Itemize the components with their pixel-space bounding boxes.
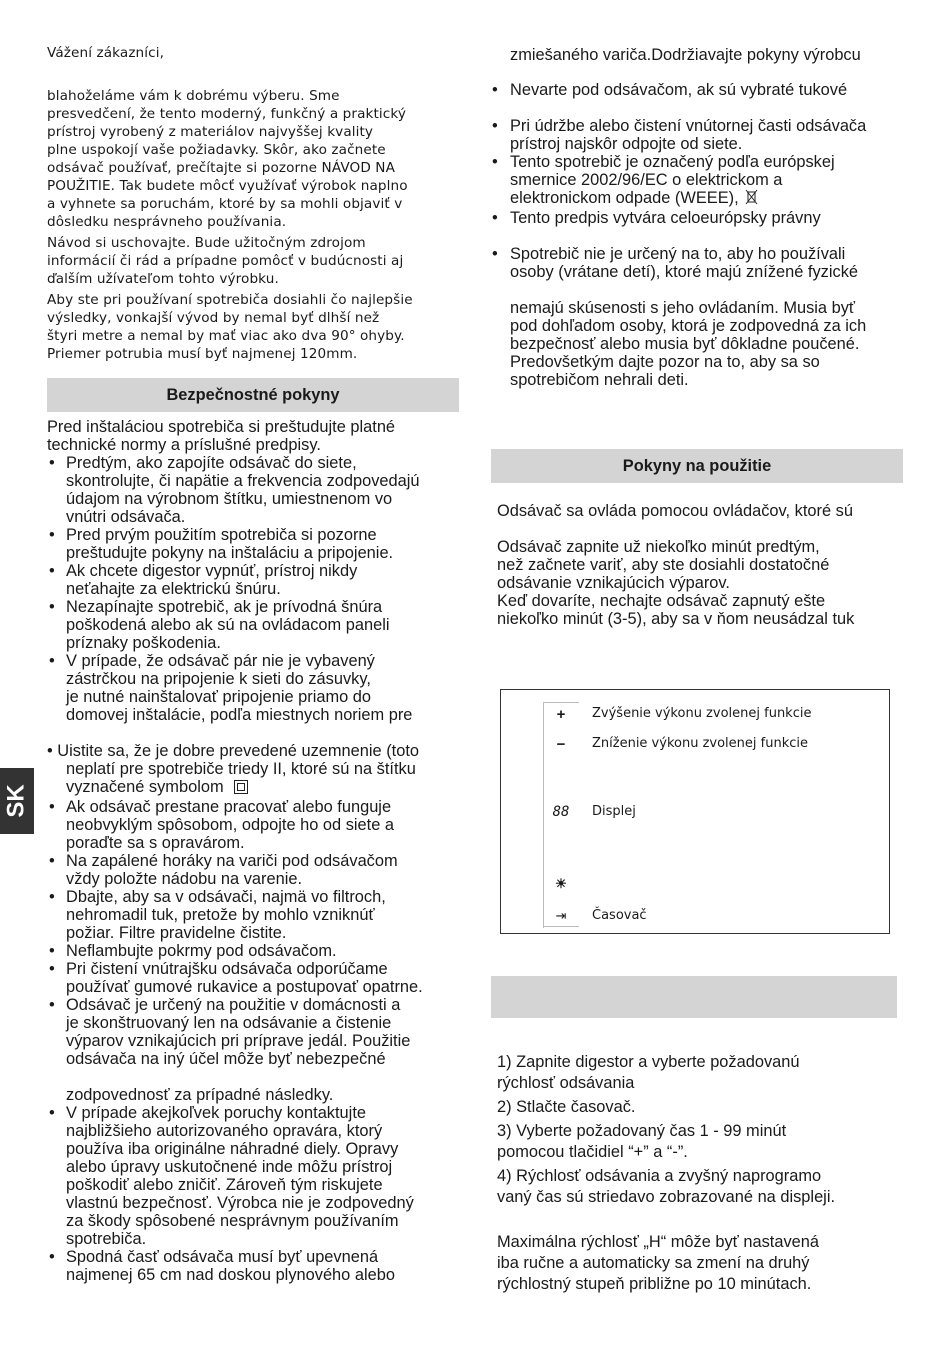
text-line: • Pri čistení vnútrajšku odsávača odporúčame	[66, 960, 388, 978]
text-line: Maximálna rýchlosť „H“ môže byť nastavená	[497, 1233, 820, 1251]
list-item	[490, 81, 902, 99]
timer-step	[497, 1052, 888, 1094]
text-line: vaný čas sú striedavo zobrazované na displeji.	[497, 1188, 836, 1206]
language-tab	[0, 768, 34, 834]
text-line: 3) Vyberte požadovaný čas 1 - 99 minút	[497, 1122, 787, 1140]
text-line: vždy položte nádobu na varenie.	[66, 870, 303, 888]
text-line: prístroj vyrobený z materiálov najvyššej kvality	[47, 124, 374, 140]
text-line: alebo úpravy uskutočnené inde môžu prístroj	[66, 1158, 393, 1176]
text-line: je skonštruovaný len na odsávanie a čistenie	[66, 1014, 392, 1032]
text-line: • Spodná časť odsávača musí byť upevnená	[66, 1248, 379, 1266]
text-line: plne uspokojí vaše požiadavky. Skôr, ako začnete	[47, 142, 386, 158]
text-line: prístroj najskôr odpojte od siete.	[510, 135, 743, 153]
text-line: • V prípade, že odsávač pár nie je vybavený	[66, 652, 375, 670]
text-line: Keď dovaríte, nechajte odsávač zapnutý ešte	[497, 592, 826, 610]
text-line: Odsávač zapnite už niekoľko minút predtým,	[497, 538, 820, 556]
timer-step	[497, 1121, 888, 1163]
text-line: • Dbajte, aby sa v odsávači, najmä vo filtroch,	[66, 888, 386, 906]
text-line: Uistite sa, že je dobre prevedené uzemnenie (toto	[57, 742, 420, 760]
text-line: používa iba originálne náhradné diely. Opravy	[66, 1140, 399, 1158]
panel-tick	[543, 926, 579, 927]
text-line: výsledky, vonkajší vývod by nemal byť dlhší než	[47, 310, 380, 326]
text-line: údajom na výrobnom štítku, umiestnenom vo	[66, 490, 393, 508]
text-line: vyznačené symbolom	[66, 778, 224, 796]
text-line: poškodiť alebo zničiť. Zároveň tým riskujete	[66, 1176, 383, 1194]
text-line: • Spotrebič nie je určený na to, aby ho používali	[510, 245, 846, 263]
text-line: 4) Rýchlosť odsávania a zvyšný naprogramo	[497, 1167, 822, 1185]
usage-section	[497, 502, 902, 628]
text-line: • V prípade akejkoľvek poruchy kontaktujte	[66, 1104, 366, 1122]
text-line: nemajú skúsenosti s jeho ovládaním. Musia byť	[510, 299, 856, 317]
text-line: neťahajte za elektrickú šnúru.	[66, 580, 281, 598]
text-line: pomocou tlačidiel “+” a “-”.	[497, 1143, 688, 1161]
text-line: technické normy a príslušné predpisy.	[47, 436, 321, 454]
list-item	[490, 245, 902, 281]
text-line: príznaky poškodenia.	[66, 634, 221, 652]
text-line: a vyhnete sa poruchám, ktoré by sa mohli objaviť v	[47, 196, 403, 212]
intro-paragraph-1	[47, 87, 459, 231]
text-line: smernice 2002/96/EC o elektrickom a	[510, 171, 783, 189]
list-item	[47, 996, 459, 1068]
timer-section	[497, 1052, 888, 1295]
text-line: poškodená alebo ak sú na ovládacom paneli	[66, 616, 390, 634]
max-speed-note	[497, 1232, 888, 1295]
text-line: je nutné nainštalovať pripojenie priamo do	[66, 688, 372, 706]
text-line: blahoželáme vám k dobrému výberu. Sme	[47, 88, 340, 104]
text-line: • Na zapálené horáky na variči pod odsávačom	[66, 852, 398, 870]
list-item	[47, 960, 459, 996]
text-line: Pred inštaláciou spotrebiča si preštudujte platné	[47, 418, 396, 436]
text-line: • Nezapínajte spotrebič, ak je prívodná šnúra	[66, 598, 383, 616]
text-line: domovej inštalácie, podľa miestnych noriem pre	[66, 706, 413, 724]
text-line: • Tento predpis vytvára celoeurópsky právny	[510, 209, 821, 227]
text-line: štyri metre a nemal by mať viac ako dva 90° ohyby.	[47, 328, 405, 344]
text-line: než začnete variť, aby ste dosiahli dostatočné	[497, 556, 830, 574]
text-line: zodpovednosť za prípadné následky.	[66, 1086, 334, 1104]
list-item	[47, 942, 459, 960]
text-line: bezpečnosť alebo musia byť dôkladne poučené.	[510, 335, 860, 353]
list-item	[47, 526, 459, 562]
supervision-paragraph	[490, 299, 902, 389]
text-line: niekoľko minút (3-5), aby sa v ňom neusádzal tuk	[497, 610, 855, 628]
safety-heading: Bezpečnostné pokyny	[47, 378, 459, 412]
text-line: osoby (vrátane detí), ktoré majú znížené fyzické	[510, 263, 859, 281]
text-line: • Pred prvým použitím spotrebiča si pozorne	[66, 526, 377, 544]
list-item	[47, 598, 459, 652]
text-line: neplatí pre spotrebiče triedy II, ktoré sú na štítku	[66, 760, 416, 778]
plus-icon: +	[556, 706, 566, 723]
text-line: 2) Stlačte časovač.	[497, 1098, 636, 1116]
language-tab-label: SK	[3, 784, 30, 818]
display-icon: 88	[552, 804, 570, 820]
panel-label: Zníženie výkonu zvolenej funkcie	[592, 736, 808, 751]
text-line: Aby ste pri používaní spotrebiča dosiahli čo najlepšie	[47, 292, 413, 308]
usage-heading: Pokyny na použitie	[491, 449, 903, 483]
list-item	[490, 209, 902, 227]
text-line: spotrebiča.	[66, 1230, 147, 1248]
text-line: ďalším užívateľom tohto výrobku.	[47, 271, 279, 287]
text-line: • Odsávač je určený na použitie v domácnosti a	[66, 996, 401, 1014]
text-line: • Predtým, ako zapojíte odsávač do siete,	[66, 454, 357, 472]
text-line: odsávanie vznikajúcich výparov.	[497, 574, 730, 592]
timer-icon: ⇥	[555, 908, 567, 923]
text-line: POUŽITIE. Tak budete môcť využívať výrobok naplno	[47, 178, 408, 194]
timer-heading	[491, 976, 897, 1018]
panel-label: Zvýšenie výkonu zvolenej funkcie	[592, 706, 812, 721]
text-line: elektronickom odpade (WEEE),	[510, 189, 739, 207]
text-line: používať gumové rukavice a postupovať opatrne.	[66, 978, 423, 996]
text-line: Priemer potrubia musí byť najmenej 120mm.	[47, 346, 358, 362]
text-line: • Pri údržbe alebo čistení vnútornej časti odsávača	[510, 117, 867, 135]
text-line: zmiešaného variča.Dodržiavajte pokyny výrobcu	[510, 46, 861, 64]
list-item	[47, 1248, 459, 1284]
minus-icon: −	[556, 736, 566, 753]
panel-label: Displej	[592, 804, 636, 819]
list-item	[47, 1104, 459, 1248]
list-item	[47, 798, 459, 852]
list-item	[490, 153, 902, 209]
panel-tick	[543, 702, 579, 703]
text-line: iba ručne a automaticky sa zmení na druhý	[497, 1254, 810, 1272]
text-line: Odsávač sa ovláda pomocou ovládačov, ktoré sú	[497, 502, 853, 520]
text-line: Návod si uschovajte. Bude užitočným zdrojom	[47, 235, 366, 251]
text-line: odsávač používať, prečítajte si pozorne NÁVOD NA	[47, 160, 395, 176]
text-line: výparov vznikajúcich pri príprave jedál. Použitie	[66, 1032, 411, 1050]
text-line: 1) Zapnite digestor a vyberte požadovanú	[497, 1053, 800, 1071]
text-line: najbližšieho autorizovaného opravára, ktorý	[66, 1122, 383, 1140]
text-line: • Tento spotrebič je označený podľa európskej	[510, 153, 835, 171]
text-line: • Neflambujte pokrmy pod odsávačom.	[66, 942, 337, 960]
text-line: dôsledku nesprávneho používania.	[47, 214, 287, 230]
timer-step	[497, 1097, 888, 1118]
text-line: preštudujte pokyny na inštaláciu a pripojenie.	[66, 544, 394, 562]
list-item	[47, 852, 459, 888]
text-line: požiar. Filtre pravidelne čistite.	[66, 924, 287, 942]
light-icon: ☀	[555, 876, 567, 891]
text-line: vnútri odsávača.	[66, 508, 186, 526]
text-line: nehromadil tuk, pretože by mohlo vzniknúť	[66, 906, 375, 924]
text-line: • Nevarte pod odsávačom, ak sú vybraté tukové	[510, 81, 848, 99]
text-line: odsávača na iný účel môže byť nebezpečné	[66, 1050, 386, 1068]
intro-section	[47, 44, 459, 363]
text-line: rýchlostný stupeň približne po 10 minútach.	[497, 1275, 812, 1293]
text-line: • Ak chcete digestor vypnúť, prístroj nikdy	[66, 562, 358, 580]
list-item-grounding	[47, 742, 459, 798]
list-item	[47, 652, 459, 724]
class-ii-symbol-icon	[234, 780, 248, 798]
greeting: Vážení zákazníci,	[47, 45, 165, 61]
text-line: najmenej 65 cm nad doskou plynového alebo	[66, 1266, 395, 1284]
text-line: za škody spôsobené nesprávnym používaním	[66, 1212, 399, 1230]
list-item	[47, 562, 459, 598]
intro-paragraph-2	[47, 234, 459, 288]
intro-paragraph-3	[47, 291, 459, 363]
crossed-bin-icon	[745, 189, 758, 209]
list-item	[47, 454, 459, 526]
right-safety-continuation	[490, 46, 902, 389]
control-panel-legend	[500, 689, 890, 934]
text-line: poraďte sa s opravárom.	[66, 834, 245, 852]
panel-label: Časovač	[592, 908, 647, 923]
bullet: •	[47, 742, 58, 760]
text-line: spotrebičom nehrali deti.	[510, 371, 689, 389]
text-line: skontrolujte, či napätie a frekvencia zodpovedajú	[66, 472, 420, 490]
text-line: pod dohľadom osoby, ktorá je zodpovedná za ich	[510, 317, 867, 335]
text-line: • Ak odsávač prestane pracovať alebo funguje	[66, 798, 392, 816]
text-line: Predovšetkým dajte pozor na to, aby sa so	[510, 353, 820, 371]
list-item	[490, 117, 902, 153]
safety-section	[47, 418, 459, 1284]
text-line: presvedčení, že tento moderný, funkčný a praktický	[47, 106, 407, 122]
timer-step	[497, 1166, 888, 1208]
text-line: zástrčkou na pripojenie k sieti do zásuvky,	[66, 670, 371, 688]
list-item	[47, 888, 459, 942]
text-line: neobvyklým spôsobom, odpojte ho od siete a	[66, 816, 395, 834]
text-line: rýchlosť odsávania	[497, 1074, 635, 1092]
text-line: informácií či rád a prípadne pomôcť v budúcnosti aj	[47, 253, 404, 269]
text-line: vlastnú bezpečnosť. Výrobca nie je zodpovedný	[66, 1194, 414, 1212]
